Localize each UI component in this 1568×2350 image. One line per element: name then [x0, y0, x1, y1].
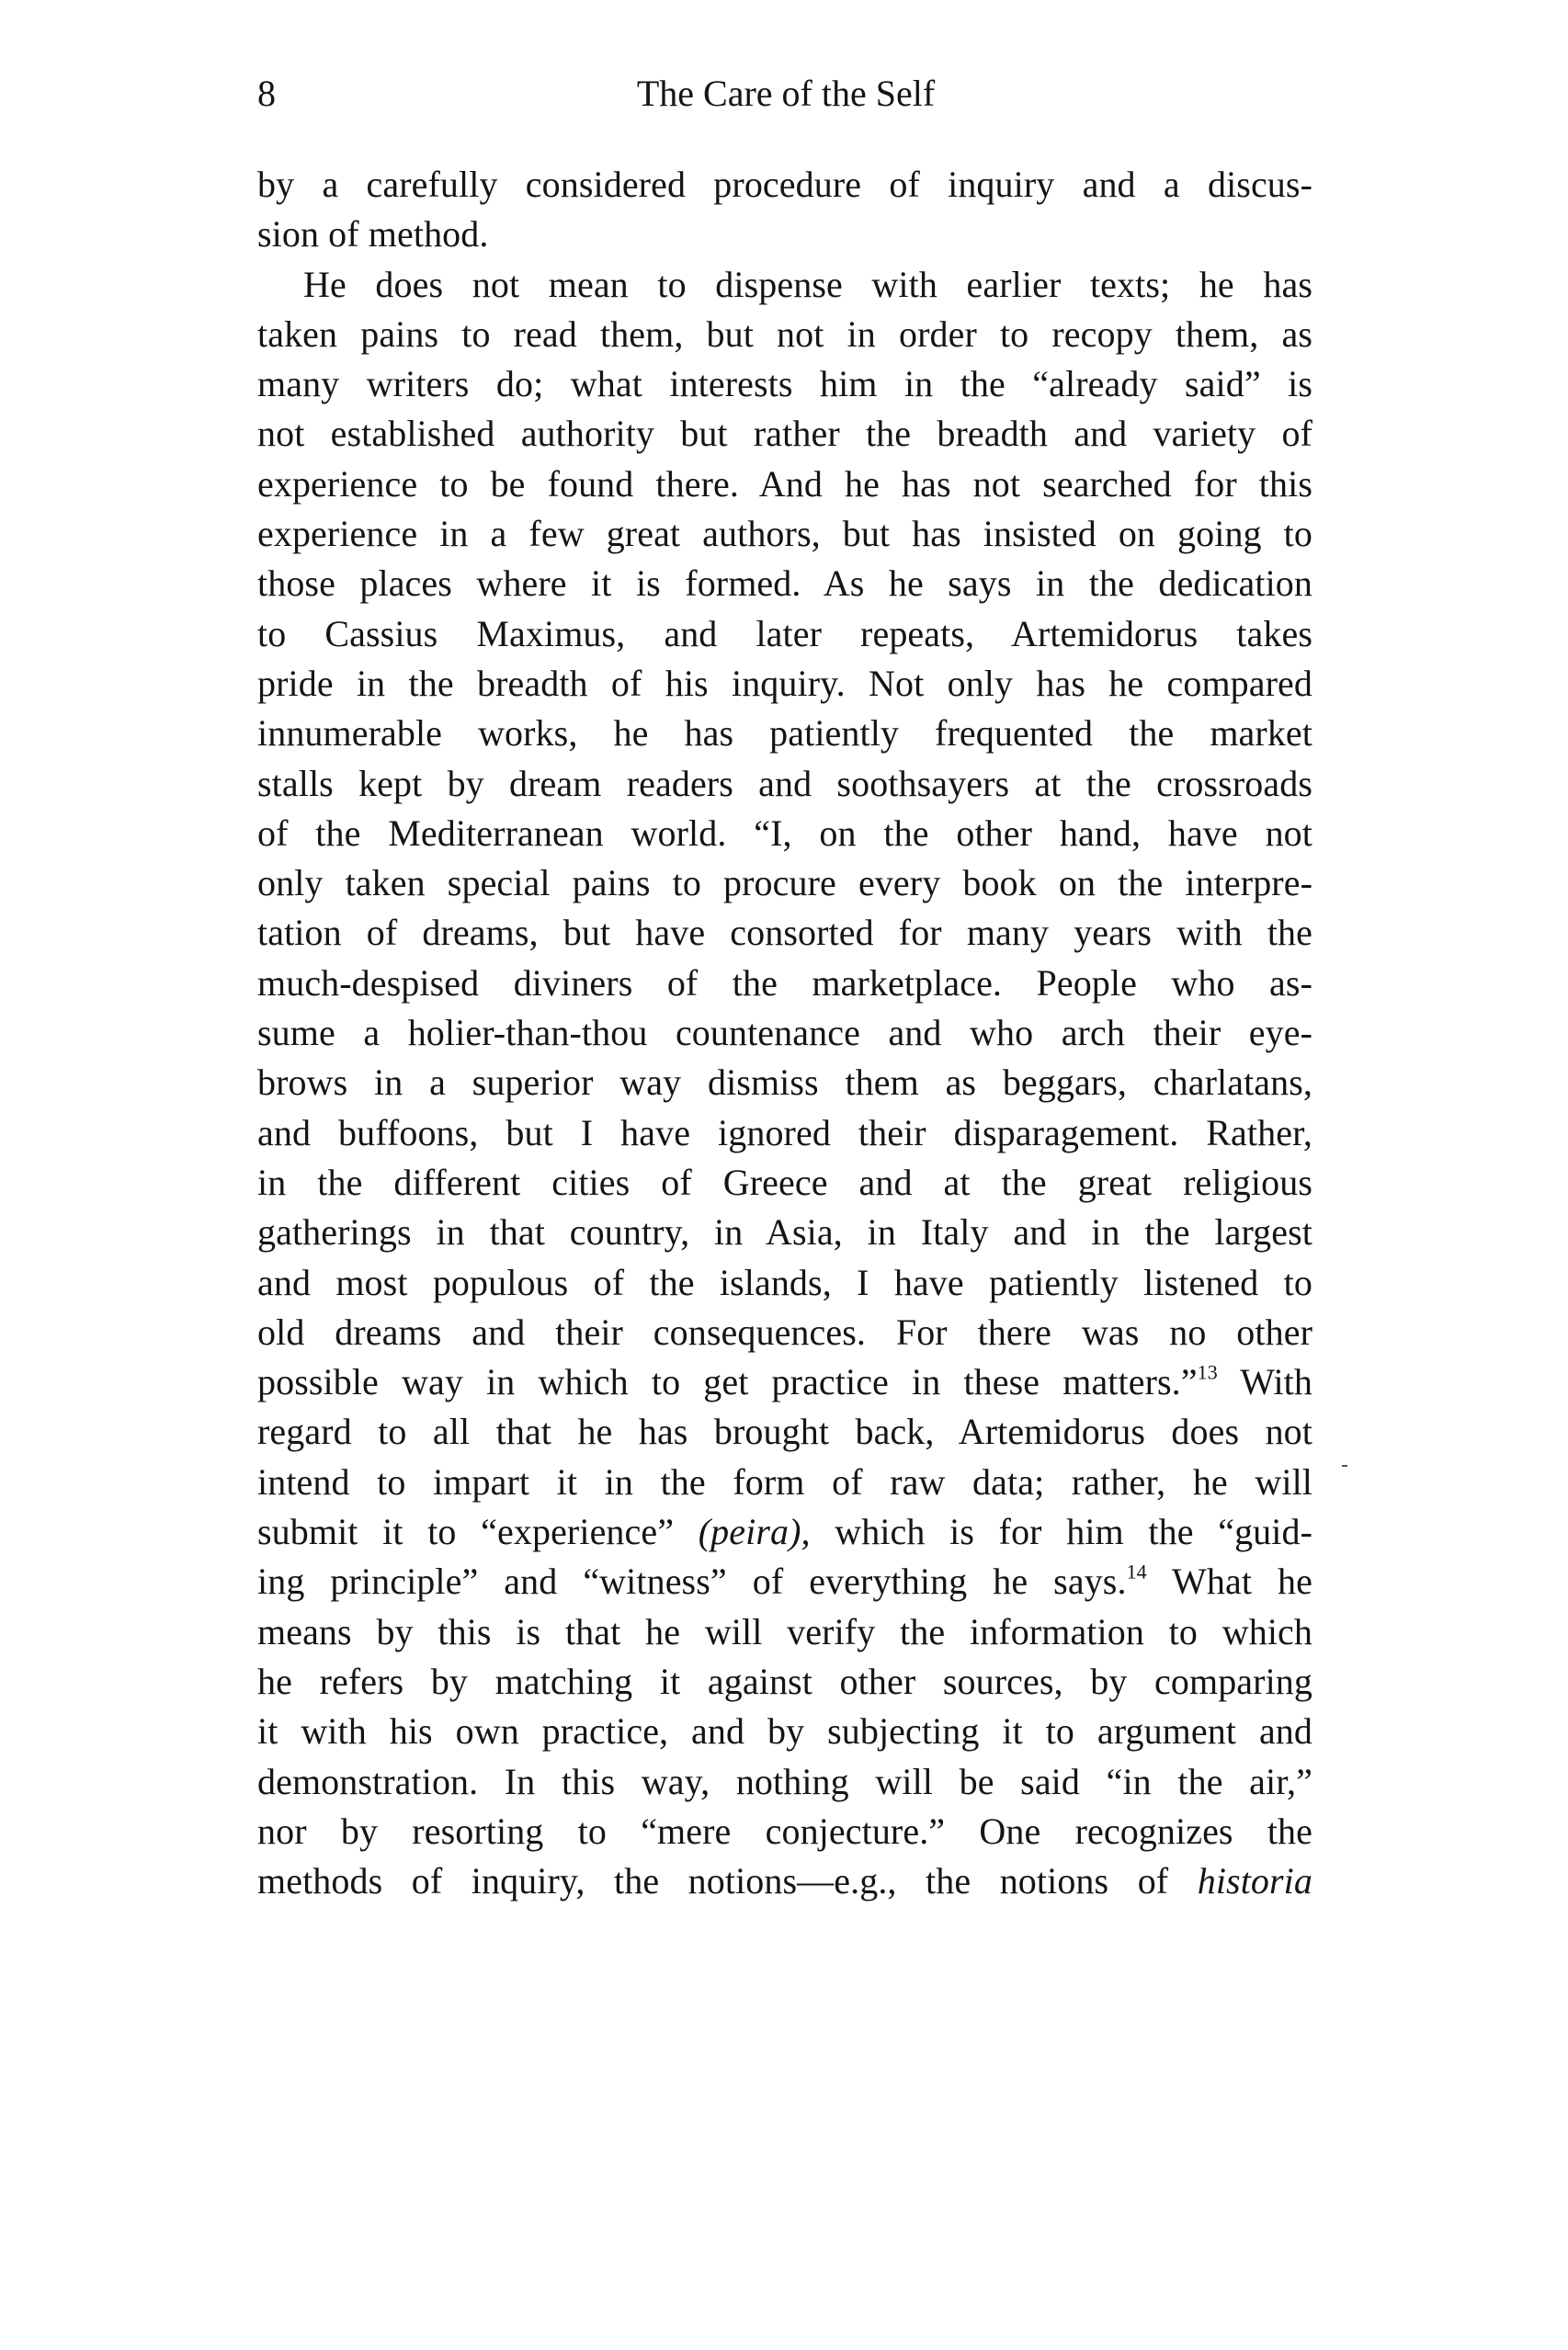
text-line: innumerable works, he has patiently frequented the market [257, 712, 1312, 755]
text-line [257, 1507, 1312, 1557]
italic-term-historia: historia [1197, 1860, 1312, 1902]
text-line [257, 1856, 1312, 1906]
text-line: nor by resorting to “mere conjecture.” One recognizes the [257, 1810, 1312, 1852]
footnote-ref-14: 14 [1126, 1560, 1147, 1584]
text-line: experience in a few great authors, but has insisted on going to [257, 513, 1312, 555]
text-line: and buffoons, but I have ignored their disparagement. Rather, [257, 1111, 1312, 1153]
text-segment: which is for him the “guid- [810, 1511, 1313, 1553]
text-segment: What he [1146, 1561, 1312, 1603]
text-line: brows in a superior way dismiss them as beggars, charlatans, [257, 1061, 1312, 1104]
stray-mark [1342, 1465, 1347, 1467]
italic-term-peira: (peira), [698, 1511, 811, 1553]
text-line: tation of dreams, but have consorted for many years with the [257, 912, 1312, 954]
text-line: only taken special pains to procure every book on the interpre- [257, 862, 1312, 904]
page-header [257, 66, 1314, 121]
text-line: of the Mediterranean world. “I, on the other hand, have not [257, 812, 1312, 854]
text-line: demonstration. In this way, nothing will be said “in the air,” [257, 1760, 1312, 1802]
text-line: those places where it is formed. As he says in the dedication [257, 562, 1312, 605]
text-line: intend to impart it in the form of raw data; rather, he will [257, 1460, 1312, 1503]
text-line: much-despised diviners of the marketplace. People who as- [257, 961, 1312, 1004]
text-line: it with his own practice, and by subjecting it to argument and [257, 1710, 1312, 1753]
text-segment: ing principle” and “witness” of everything he says. [257, 1561, 1127, 1603]
body-text [257, 160, 1312, 1906]
text-line: stalls kept by dream readers and soothsayers at the crossroads [257, 762, 1312, 804]
text-segment: methods of inquiry, the notions—e.g., the notions of [257, 1860, 1198, 1902]
text-line: many writers do; what interests him in the “already said” is [257, 363, 1312, 405]
text-line: pride in the breadth of his inquiry. Not only has he compared [257, 662, 1312, 704]
running-head: The Care of the Self [636, 73, 936, 114]
text-line: in the different cities of Greece and at the great religious [257, 1161, 1312, 1203]
text-line: regard to all that he has brought back, Artemidorus does not [257, 1411, 1312, 1453]
text-line: not established authority but rather the breadth and variety of [257, 413, 1312, 455]
text-line [257, 1557, 1312, 1606]
text-line: sion of method. [257, 213, 489, 255]
text-line: taken pains to read them, but not in order to recopy them, as [257, 312, 1312, 355]
text-line: by a carefully considered procedure of inquiry and a discus- [257, 164, 1312, 205]
text-segment: With [1217, 1361, 1312, 1403]
text-line: old dreams and their consequences. For there was no other [257, 1311, 1312, 1353]
text-line: to Cassius Maximus, and later repeats, Artemidorus takes [257, 612, 1312, 654]
text-line: means by this is that he will verify the information to which [257, 1610, 1312, 1652]
text-line: and most populous of the islands, I have patiently listened to [257, 1261, 1312, 1303]
text-segment: submit it to “experience” [257, 1511, 699, 1553]
text-line: he refers by matching it against other sources, by comparing [257, 1660, 1312, 1702]
text-line [257, 1357, 1312, 1407]
text-line: sume a holier-than-thou countenance and who arch their eye- [257, 1012, 1312, 1054]
text-segment: possible way in which to get practice in these matters.” [257, 1361, 1198, 1403]
text-line: experience to be found there. And he has not searched for this [257, 462, 1312, 505]
page-number: 8 [257, 73, 276, 114]
text-line: He does not mean to dispense with earlier texts; he has [303, 263, 1312, 305]
footnote-ref-13: 13 [1197, 1360, 1218, 1384]
text-line: gatherings in that country, in Asia, in Italy and in the largest [257, 1211, 1312, 1254]
